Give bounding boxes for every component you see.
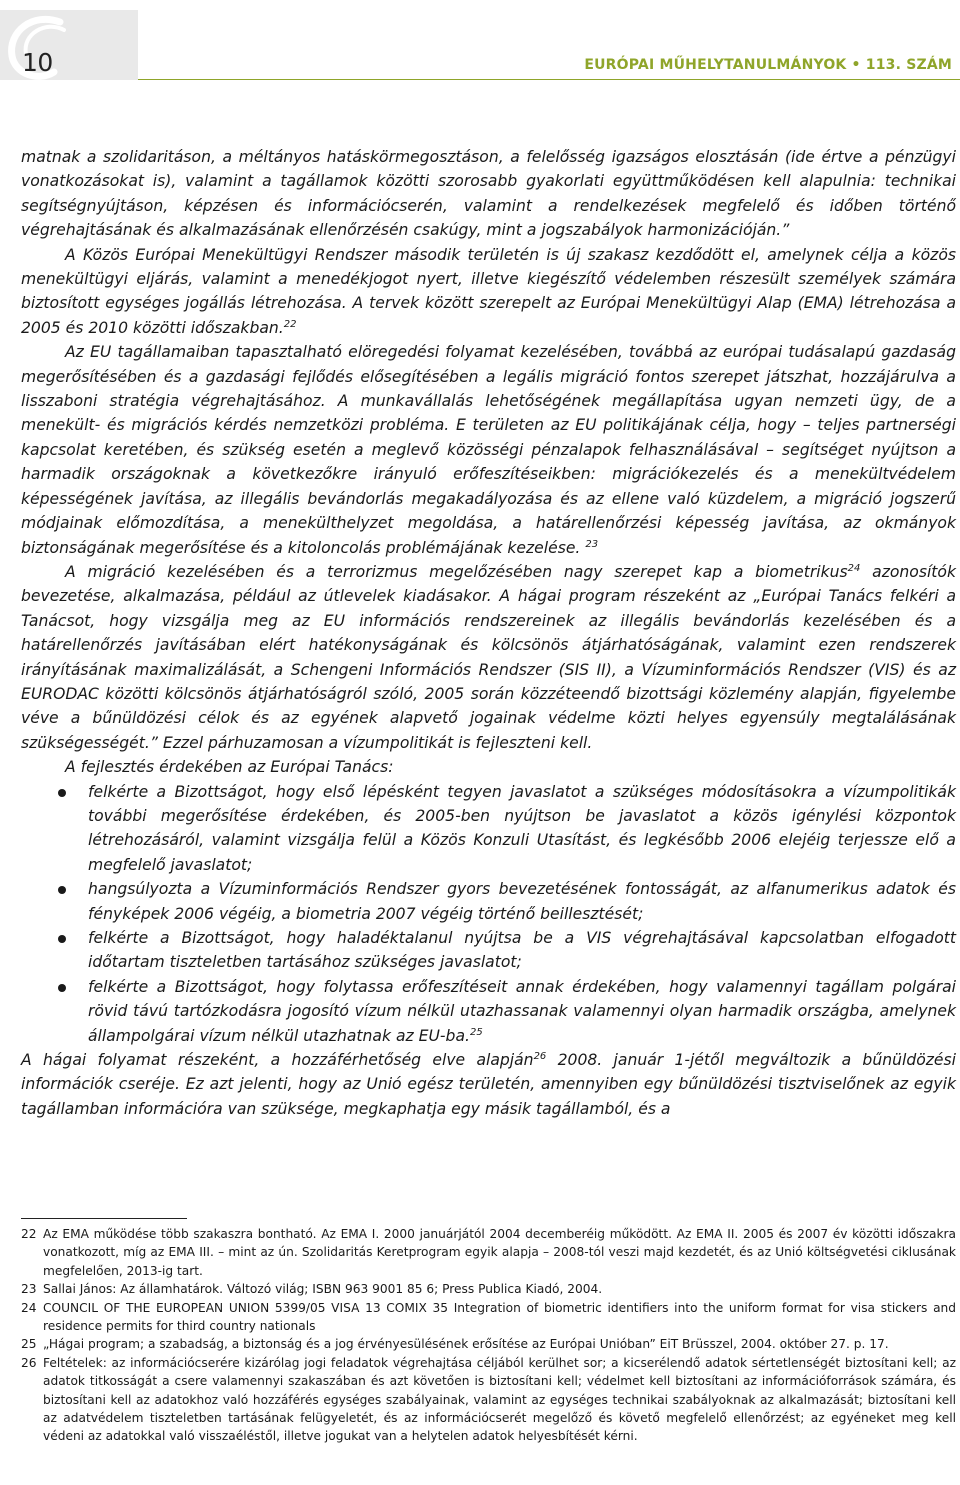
- footnote-text: COUNCIL OF THE EUROPEAN UNION 5399/05 VISA 13 COMIX 35 Integration of biometric identifiers into the uniform format for visa stickers and residence permits for third country nationals: [43, 1300, 956, 1334]
- paragraph-text: A migráció kezelésében és a terrorizmus megelőzésében nagy szerepet kap a biometrikus: [65, 562, 848, 581]
- footnote-rule: [21, 1218, 187, 1219]
- footnote: [21, 1354, 956, 1446]
- list-item: [21, 780, 956, 878]
- list-item: [21, 926, 956, 975]
- running-head: EURÓPAI MŰHELYTANULMÁNYOK • 113. SZÁM: [584, 57, 952, 73]
- paragraph: [21, 243, 956, 341]
- footnote: [21, 1225, 956, 1280]
- bullet-icon: [58, 935, 66, 943]
- footnote-number: 25: [21, 1337, 37, 1352]
- paragraph-text: A Közös Európai Menekültügyi Rendszer második területén is új szakasz kezdődött el, amelynek célja a közös menekültügyi eljárás, valamint a menedékjogot nyert, illetve kiegészítő védelemben részesült személyek számára biztosított egységes jogállás létrehozása. A tervek között szerepelt az Európai Menekültügyi Alap (EMA) létrehozása a 2005 és 2010 közötti időszakban.: [21, 245, 956, 337]
- footnote-text: Feltételek: az információcserére kizárólag jogi feladatok végrehajtása céljából kerülhet sor; a kicserélendő adatok sértetlenségét biztosítani kell; az adatok titkosságát a csere valamennyi szakaszában és azt követően is biztosítani kell; védelmet kell biztosítani az információforrások számára, és biztosítani kell az adatokhoz való hozzáférés egységes szabályainak, valamint az egységes technikai szabályoknak az alkalmazását; biztosítani kell az adatvédelem tiszteletben tartásának felügyeletét, és az információcserét megelőző és követő megfelelő ellenőrzést; az egyéneket meg kell védeni az adatokkal való visszaéléstől, illetve jogukat van a helytelen adatok helyesbítését kérni.: [43, 1355, 956, 1444]
- footnote-ref: 25: [469, 1026, 483, 1038]
- list-item-text: felkérte a Bizottságot, hogy haladéktalanul nyújtsa be a VIS végrehajtásával kapcsolatban elfogadott időtartam tiszteletben tartásához szükséges javaslatot;: [88, 929, 956, 972]
- footnote-ref: 22: [283, 318, 297, 330]
- paragraph-text: 2008. január 1-jétől megváltozik a bűnüldözési információk cseréje. Ez azt jelenti, hogy az Unió egész területén, amennyiben egy bűnüldözési tisztviselőnek az egyik tagállamban információra van szüksége, megkaphatja egy másik tagállamból, és a: [21, 1051, 956, 1118]
- list-item: [21, 975, 956, 1048]
- bullet-list: [21, 780, 956, 1048]
- paragraph: [21, 340, 956, 560]
- paragraph-text: A hágai folyamat részeként, a hozzáférhetőség elve alapján: [21, 1051, 534, 1070]
- footnote-text: Az EMA működése több szakaszra bontható. Az EMA I. 2000 januárjától 2004 decemberéig működött. Az EMA II. 2005 és 2007 év közötti időszakra vonatkozott, míg az EMA III. – mint az ún. Szolidaritás Keretprogram egyik alapja – 2008-tól veszi majd kezdetét, és az Unió költségvetési ciklusának megfelelően, 2013-ig tart.: [43, 1227, 956, 1278]
- footnote-number: 23: [21, 1282, 37, 1297]
- footnote-number: 22: [21, 1227, 37, 1241]
- footnote: [21, 1280, 956, 1298]
- footnote-ref: 26: [533, 1050, 547, 1062]
- paragraph: [21, 1048, 956, 1121]
- paragraph: [21, 560, 956, 755]
- paragraph-text: azonosítók bevezetése, alkalmazása, például az útlevelek kiadásakor. A hágai program részeként az „Európai Tanács felkéri a Tanácsot, hogy vizsgálja meg az EU információs rendszereinek az illegális bevándorlás kezelésében és a határellenőrzés javításában elért hatékonyságának és kölcsönös átjárhatóságának, valamint ezen rendszerek irányításának maximalizálását, a Schengeni Információs Rendszer (SIS II), a Vízuminformációs Rendszer (VIS) és az EURODAC közötti kölcsönös átjárhatóságról szóló, 2005 során közzéteendő bizottsági közlemény alapján, figyelembe véve a bűnüldözési célok és az egyének alapvető jogainak védelme közti helyes egyensúly megtalálásának szükségességét.” Ezzel párhuzamosan a vízumpolitikát is fejleszteni kell.: [21, 562, 956, 752]
- logo-badge: [0, 10, 138, 80]
- footnote-ref: 24: [847, 562, 861, 574]
- footnote-number: 24: [21, 1300, 37, 1315]
- paragraph: A fejlesztés érdekében az Európai Tanács:: [65, 758, 394, 777]
- page-number: 10: [22, 48, 53, 77]
- footnote-text: Sallai János: Az államhatárok. Változó világ; ISBN 963 9001 85 6; Press Publica Kiadó, 2004.: [43, 1282, 603, 1297]
- bullet-icon: [58, 789, 66, 797]
- intro-paragraph: matnak a szolidaritáson, a méltányos hatáskörmegosztáson, a felelősség igazságos elosztásán (ide értve a pénzügyi vonatkozásokat is), valamint a tagállamok közötti szorosabb gyakorlati együttműködésen kell alapulnia: technikai segítségnyújtáson, képzésen és információcserén, valamint a rendelkezések megfelelő és időben történő végrehajtásának és alkalmazásának ellenőrzésén csakúgy, mint a jogszabályok harmonizációján.”: [21, 148, 956, 240]
- body-text: [21, 145, 956, 1121]
- page-header: [0, 0, 960, 95]
- footnote-number: 26: [21, 1355, 37, 1370]
- list-item-text: felkérte a Bizottságot, hogy első lépésként tegyen javaslatot a szükséges módosításokra a vízumpolitikák további megerősítése érdekében, és 2005-ben nyújtson be javaslatot a közös igénylési központok létrehozásáról, valamint vizsgálja felül a Közös Konzuli Utasítást, és legkésőbb 2006 elejéig terjessze elő a megfelelő javaslatot;: [88, 782, 956, 874]
- list-item: [21, 877, 956, 926]
- bullet-icon: [58, 886, 66, 894]
- list-item-text: hangsúlyozta a Vízuminformációs Rendszer gyors bevezetésének fontosságát, az alfanumerikus adatok és fényképek 2006 végéig, a biometria 2007 végéig történő beillesztését;: [88, 880, 956, 923]
- footnotes: [21, 1225, 956, 1446]
- footnote: [21, 1299, 956, 1336]
- footnote: [21, 1335, 956, 1353]
- list-item-text: felkérte a Bizottságot, hogy folytassa erőfeszítéseit annak érdekében, hogy valamennyi tagállam polgárai rövid távú tartózkodásra jogosító vízum nélkül utazhassanak valamennyi olyan harmadik országba, amelynek állampolgárai vízum nélkül utazhatnak az EU-ba.: [88, 977, 956, 1045]
- footnote-ref: 23: [585, 538, 599, 550]
- header-rule: [138, 79, 960, 80]
- footnote-text: „Hágai program; a szabadság, a biztonság és a jog érvényesülésének erősítése az Európai Unióban” EiT Brüsszel, 2004. október 27. p. 17.: [43, 1337, 889, 1352]
- bullet-icon: [58, 984, 66, 992]
- paragraph-text: Az EU tagállamaiban tapasztalható elöregedési folyamat kezelésében, továbbá az európai tudásalapú gazdaság megerősítésében és a gazdasági fejlődés elősegítésében a legális migráció fontos szerepet játszhat, hozzájárulva a lisszaboni stratégia végrehajtásához. A munkavállalás lehetőségének megállapítása ugyan nemzeti ügy, de a menekült- és migrációs kérdés nemzetközi probléma. E területen az EU politikájának célja, hogy – teljes partnerségi kapcsolat keretében, és szükség esetén a meglevő közösségi pénzalapok felhasználásával – segítséget nyújtson a harmadik országoknak a következőkre irányuló erőfeszítéseikben: migrációkezelés és a menekültvédelem képességének javítása, az illegális bevándorlás megakadályozása és az ellene való küzdelem, a migráció jogszerű módjainak előmozdítása, a menekülthelyzet megoldása, a határellenőrzési képesség javítása, az okmányok biztonságának megerősítése és a kitoloncolás problémájának kezelése.: [21, 343, 956, 557]
